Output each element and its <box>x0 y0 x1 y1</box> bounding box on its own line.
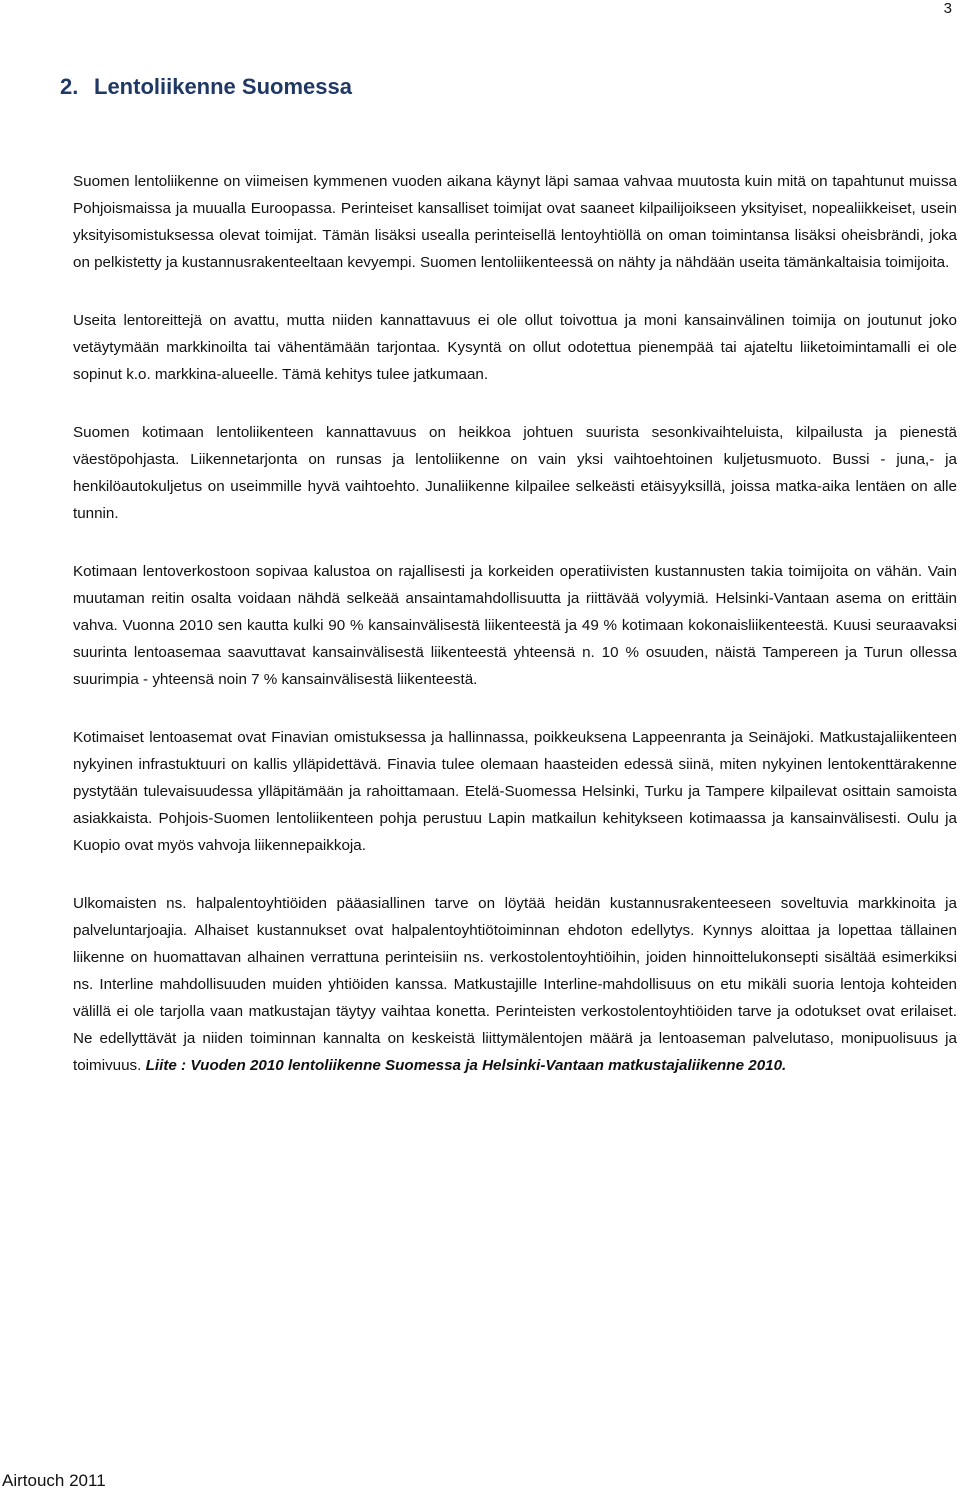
appendix-note: Liite : Vuoden 2010 lentoliikenne Suomessa ja Helsinki-Vantaan matkustajaliikenne 2010. <box>145 1057 787 1074</box>
paragraph-6-text: Ulkomaisten ns. halpalentoyhtiöiden pääasiallinen tarve on löytää heidän kustannusrakenteeseen soveltuvia markkinoita ja palveluntarjoajia. Alhaiset kustannukset ovat halpalentoyhtiötoiminnan ehdoton edellytys. Kynnys aloittaa ja lopettaa tällainen liikenne on huomattavan alhainen verrattuna perinteisiin ns. verkostolentoyhtiöihin, joiden hinnoittelukonsepti sisältää esimerkiksi ns. Interline mahdollisuuden muiden yhtiöiden kanssa. Matkustajille Interline-mahdollisuus on etu mikäli suoria lentoja kohteiden välillä ei ole tarjolla vaan matkustajan täytyy vaihtaa konetta. Perinteisten verkostolentoyhtiöiden tarve ja odotukset ovat erilaiset. Ne edellyttävät ja niiden toiminnan kannalta on keskeistä liittymälentojen määrä ja lentoaseman palvelutaso, monipuolisuus ja toimivuus. <box>73 895 957 1074</box>
paragraph-3: Suomen kotimaan lentoliikenteen kannattavuus on heikkoa johtuen suurista sesonkivaihteluista, kilpailusta ja pienestä väestöpohjasta. Liikennetarjonta on runsas ja lentoliikenne on vain yksi vaihtoehtoinen kuljetusmuoto. Bussi - juna,- ja henkilöautokuljetus on useimmille hyvä vaihtoehto. Junaliikenne kilpailee selkeästi etäisyyksillä, joissa matka-aika lentäen on alle tunnin. <box>73 424 957 522</box>
paragraph-4: Kotimaan lentoverkostoon sopivaa kalustoa on rajallisesti ja korkeiden operatiivisten kustannusten takia toimijoita on vähän. Vain muutaman reitin osalta voidaan nähdä selkeää ansaintamahdollisuutta ja riittävää volyymiä. Helsinki-Vantaan asema on erittäin vahva. Vuonna 2010 sen kautta kulki 90 % kansainvälisestä liikenteestä ja 49 % kotimaan kokonaisliikenteestä. Kuusi seuraavaksi suurinta lentoasemaa saavuttavat kansainvälisestä liikenteestä yhteensä n. 10 % osuuden, näistä Tampereen ja Turun ollessa suurimpia - yhteensä noin 7 % kansainvälisestä liikenteestä. <box>73 563 957 688</box>
section-number: 2. <box>60 74 79 99</box>
paragraph-2: Useita lentoreittejä on avattu, mutta niiden kannattavuus ei ole ollut toivottua ja moni kansainvälinen toimija on joutunut joko vetäytymään markkinoilta tai vähentämään tarjontaa. Kysyntä on ollut odotettua pienempää tai ajateltu liiketoimintamalli ei ole sopinut k.o. markkina-alueelle. Tämä kehitys tulee jatkumaan. <box>73 312 957 383</box>
section-title: Lentoliikenne Suomessa <box>94 74 352 99</box>
section-heading <box>60 74 352 100</box>
paragraph-6 <box>73 890 957 1079</box>
paragraph-1: Suomen lentoliikenne on viimeisen kymmenen vuoden aikana käynyt läpi samaa vahvaa muutosta kuin mitä on tapahtunut muissa Pohjoismaissa ja muualla Euroopassa. Perinteiset kansalliset toimijat ovat saaneet kilpailijoikseen yksityiset, nopealiikkeiset, usein yksityisomistuksessa olevat toimijat. Tämän lisäksi usealla perinteisellä lentoyhtiöllä on oman toimintansa lisäksi oheisbrändi, joka on pelkistetty ja kustannusrakenteeltaan kevyempi. Suomen lentoliikenteessä on nähty ja nähdään useita tämänkaltaisia toimijoita. <box>73 173 957 271</box>
page-number: 3 <box>943 0 952 17</box>
paragraph-5: Kotimaiset lentoasemat ovat Finavian omistuksessa ja hallinnassa, poikkeuksena Lappeenranta ja Seinäjoki. Matkustajaliikenteen nykyinen infrastuktuuri on kallis ylläpidettävä. Finavia tulee olemaan haasteiden edessä siinä, miten nykyinen lentokenttärakenne pystytään tulevaisuudessa ylläpitämään ja rahoittamaan. Etelä-Suomessa Helsinki, Turku ja Tampere kilpailevat osittain samoista asiakkaista. Pohjois-Suomen lentoliikenteen pohja perustuu Lapin matkailun kehitykseen kotimaassa ja kansainvälisesti. Oulu ja Kuopio ovat myös vahvoja liikennepaikkoja. <box>73 729 957 854</box>
footer-text: Airtouch 2011 <box>2 1471 106 1490</box>
body-text <box>73 168 957 1110</box>
